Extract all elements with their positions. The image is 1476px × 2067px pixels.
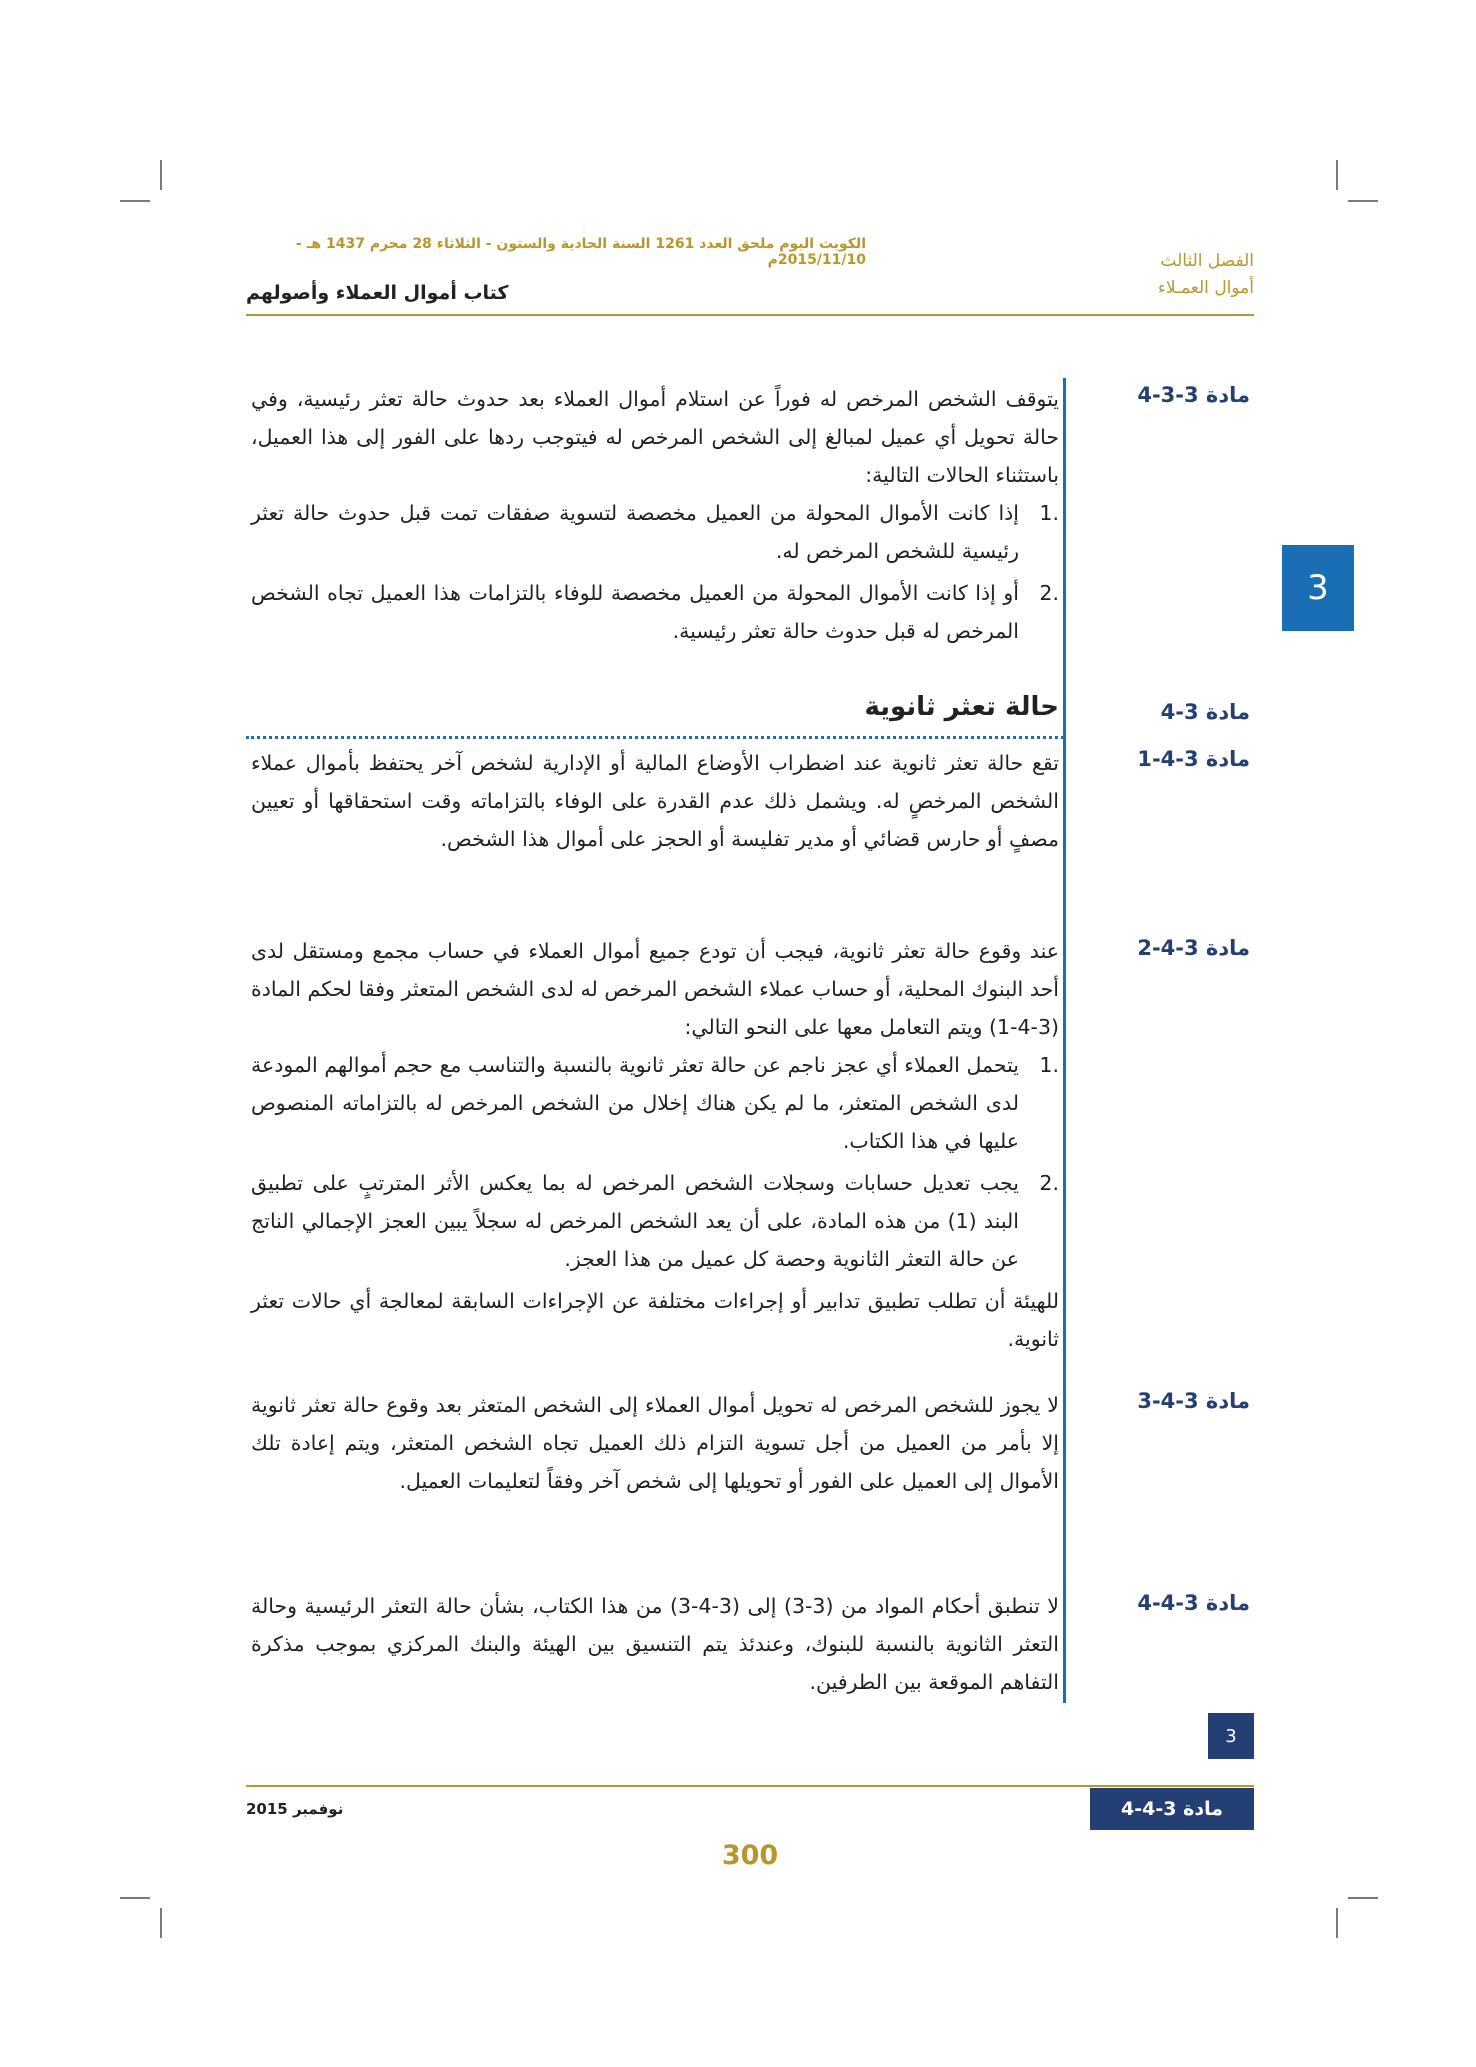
crop-mark-tl-h <box>120 200 150 202</box>
list-number: .1 <box>1039 501 1059 525</box>
list-text: يجب تعديل حسابات وسجلات الشخص المرخص له بما يعكس الأثر المترتبٍ على تطبيق البند (1) من هذه المادة، على أن يعد الشخص المرخص له سجلاً يبين العجز الإجمالي الناتج عن حالة التعثر الثانوية وحصة كل عميل من هذا العجز. <box>251 1171 1019 1271</box>
list-text: يتحمل العملاء أي عجز ناجم عن حالة تعثر ثانوية بالنسبة والتناسب مع حجم أموالهم المودعة لدى الشخص المتعثر، ما لم يكن هناك إخلال من الشخص المرخص له بالتزاماته المنصوص عليها في هذا الكتاب. <box>251 1053 1019 1153</box>
list-item <box>251 494 1059 570</box>
article-label-3-4-1: مادة 3-4-1 <box>1137 747 1250 771</box>
article-text: لا تنطبق أحكام المواد من (3-3) إلى (3-4-3) من هذا الكتاب، بشأن حالة التعثر الرئيسية وحالة التعثر الثانوية بالنسبة للبنوك، وعندئذ يتم التنسيق بين الهيئة والبنك المركزي بموجب مذكرة التفاهم الموقعة بين الطرفين. <box>251 1594 1059 1694</box>
article-text: عند وقوع حالة تعثر ثانوية، فيجب أن تودع جميع أموال العملاء في حساب مجمع ومستقل لدى أحد البنوك المحلية، أو حساب عملاء الشخص المرخص له لدى الشخص المتعثر وفقا لحكم المادة (3-4-1) ويتم التعامل معها على النحو التالي: <box>251 939 1059 1039</box>
article-tail: للهيئة أن تطلب تطبيق تدابير أو إجراءات مختلفة عن الإجراءات السابقة لمعالجة أي حالات تعثر ثانوية. <box>251 1289 1059 1351</box>
crop-mark-bl-h <box>120 1897 150 1899</box>
crop-mark-bl-v <box>160 1908 162 1938</box>
chapter-side-tab: 3 <box>1282 545 1354 631</box>
header-rule <box>246 314 1254 316</box>
footer-rule <box>246 1785 1254 1787</box>
section-label-3-4: مادة 3-4 <box>1160 700 1250 724</box>
article-label-3-4-4: مادة 3-4-4 <box>1137 1591 1250 1615</box>
section-heading: حالة تعثر ثانوية <box>864 692 1059 722</box>
article-text: يتوقف الشخص المرخص له فوراً عن استلام أموال العملاء بعد حدوث حالة تعثر رئيسية، وفي حالة تحويل أي عميل لمبالغ إلى الشخص المرخص له فيتوجب ردها على الفور إلى هذا العميل، باستثناء الحالات التالية: <box>251 387 1059 487</box>
footer-article-ref: مادة 3-4-4 <box>1090 1788 1254 1830</box>
article-text: لا يجوز للشخص المرخص له تحويل أموال العملاء إلى الشخص المتعثر بعد وقوع حالة تعثر ثانوية إلا بأمر من العميل من أجل تسوية التزام ذلك العميل تجاه الشخص المتعثر، ويتم إعادة تلك الأموال إلى العميل على الفور أو تحويلها إلى شخص آخر وفقاً لتعليمات العميل. <box>251 1393 1059 1493</box>
article-3-4-3 <box>251 1386 1059 1500</box>
dotted-separator <box>246 736 1064 739</box>
list-text: إذا كانت الأموال المحولة من العميل مخصصة لتسوية صفقات تمت قبل حدوث حالة تعثر رئيسية للشخص المرخص له. <box>251 501 1019 563</box>
crop-mark-br-v <box>1336 1908 1338 1938</box>
article-3-4-1 <box>251 744 1059 858</box>
article-label-3-4-2: مادة 3-4-2 <box>1137 936 1250 960</box>
list-item <box>251 1046 1059 1160</box>
article-3-4-4 <box>251 1587 1059 1701</box>
header-book-title: كتاب أموال العملاء وأصولهم <box>246 282 509 304</box>
list-number: .2 <box>1039 1171 1059 1195</box>
header-chapter-block <box>1158 248 1254 302</box>
article-3-3-4 <box>251 380 1059 650</box>
footer-date: نوفمبر 2015 <box>246 1800 344 1818</box>
header-chapter: الفصل الثالث <box>1160 251 1254 271</box>
list-number: .2 <box>1039 581 1059 605</box>
article-3-4-2 <box>251 932 1059 1358</box>
article-label-3-4-3: مادة 3-4-3 <box>1137 1389 1250 1413</box>
crop-mark-br-h <box>1348 1897 1378 1899</box>
column-divider <box>1063 378 1066 1703</box>
list-text: أو إذا كانت الأموال المحولة من العميل مخصصة للوفاء بالتزامات هذا العميل تجاه الشخص المرخص له قبل حدوث حالة تعثر رئيسية. <box>251 581 1019 643</box>
header-section: أموال العمـلاء <box>1157 278 1254 298</box>
list-item <box>251 1164 1059 1278</box>
crop-mark-tr-h <box>1348 200 1378 202</box>
crop-mark-tl-v <box>160 160 162 190</box>
list-item <box>251 574 1059 650</box>
page-number: 300 <box>721 1840 779 1871</box>
crop-mark-tr-v <box>1336 160 1338 190</box>
header-meta: الكويت اليوم ملحق العدد 1261 السنة الحادية والستون - الثلاثاء 28 محرم 1437 هـ - 2015/11/10م <box>295 236 866 268</box>
list-number: .1 <box>1039 1053 1059 1077</box>
article-text: تقع حالة تعثر ثانوية عند اضطراب الأوضاع المالية أو الإدارية لشخص آخر يحتفظ بأموال عملاء الشخص المرخصٍ له. ويشمل ذلك عدم القدرة على الوفاء بالتزاماته وقت استحقاقها أو تعيين مصفٍ أو حارس قضائي أو مدير تفليسة أو الحجز على أموال هذا الشخص. <box>251 751 1059 851</box>
article-label-3-3-4: مادة 3-3-4 <box>1137 383 1250 407</box>
page-badge: 3 <box>1208 1713 1254 1759</box>
